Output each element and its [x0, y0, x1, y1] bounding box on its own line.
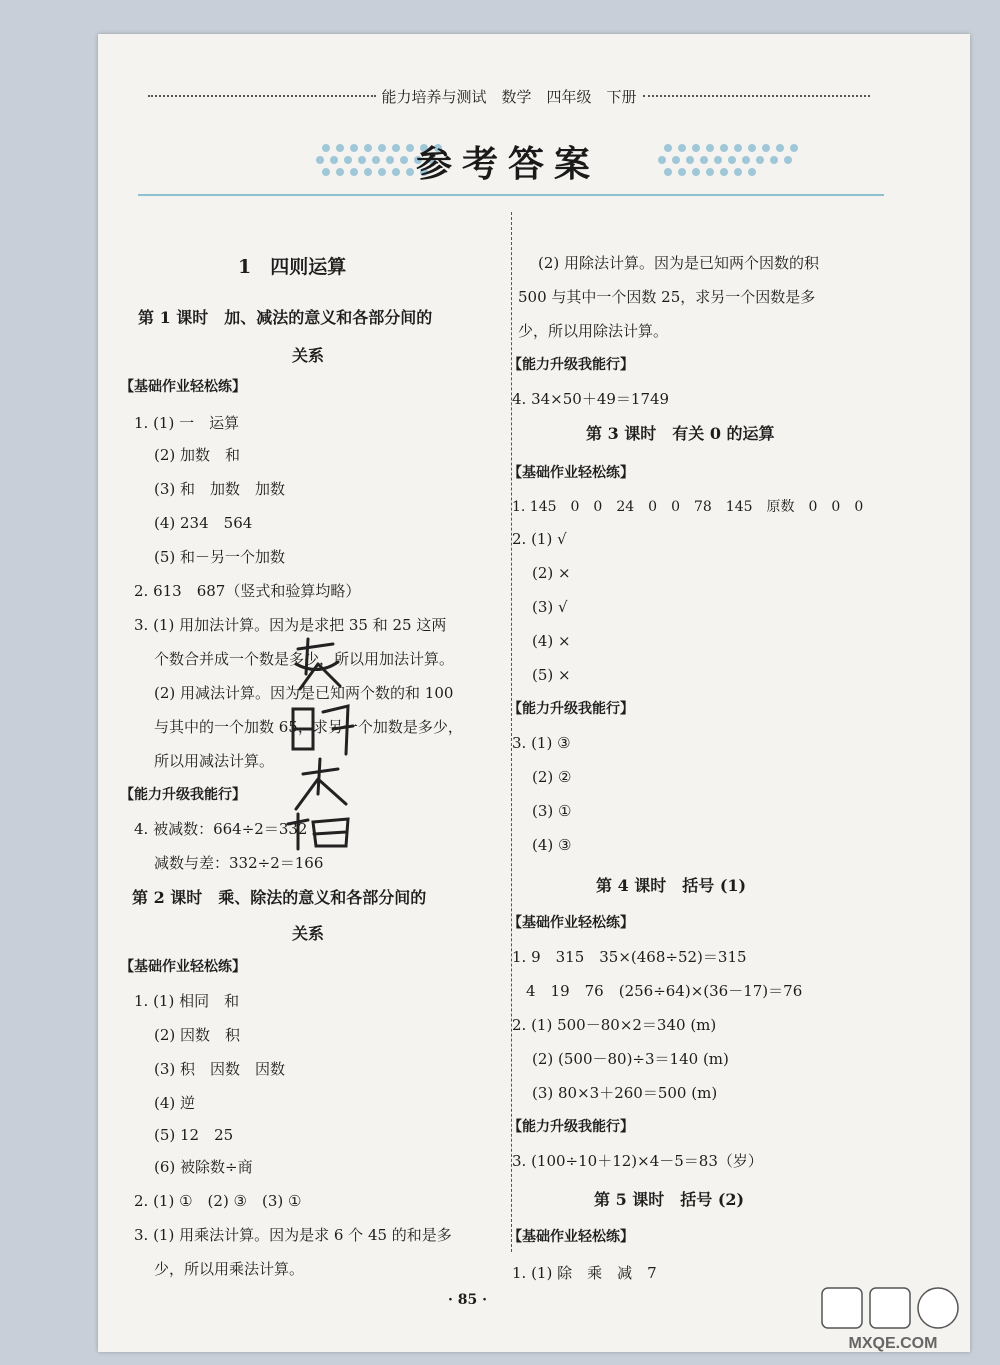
answer-line: (4) × [532, 632, 571, 650]
answer-line: (3) ① [532, 802, 572, 820]
lesson-4-title: 第 4 课时 括号 (1) [596, 876, 747, 895]
title-banner [138, 126, 878, 196]
answer-line: 减数与差：332÷2＝166 [154, 854, 324, 872]
header-dots-right [643, 95, 871, 97]
answer-line: 3. (1) 用加法计算。因为是求把 35 和 25 这两 [134, 616, 447, 634]
header-text: 能力培养与测试 数学 四年级 下册 [381, 87, 637, 106]
answer-line: (5) 和－另一个加数 [154, 548, 286, 566]
answer-line: 2. (1) 500－80×2＝340 (m) [512, 1016, 717, 1034]
answer-line: (2) 用除法计算。因为是已知两个因数的积 [538, 254, 820, 272]
answer-line: 所以用减法计算。 [154, 752, 275, 770]
section-basic: 【基础作业轻松练】 [120, 379, 246, 395]
answer-line: 2. (1) ① (2) ③ (3) ① [134, 1192, 302, 1210]
section-basic: 【基础作业轻松练】 [120, 959, 246, 975]
answer-line: (4) 逆 [154, 1094, 196, 1112]
answer-line: 少，所以用乘法计算。 [154, 1260, 305, 1278]
answer-line: 个数合并成一个数是多少，所以用加法计算。 [154, 650, 455, 668]
answer-line: (3) 积 因数 因数 [154, 1060, 286, 1078]
answer-line: (3) 80×3＋260＝500 (m) [532, 1084, 718, 1102]
answer-line: 少，所以用除法计算。 [518, 322, 669, 340]
section-upgrade: 【能力升级我能行】 [508, 1119, 634, 1135]
answer-line: 与其中的一个加数 65，求另一个加数是多少， [154, 718, 463, 736]
lesson-1-title-cont: 关系 [292, 346, 325, 365]
header-dots-left [148, 95, 376, 97]
lesson-2-title: 第 2 课时 乘、除法的意义和各部分间的 [132, 888, 427, 907]
section-upgrade: 【能力升级我能行】 [120, 787, 246, 803]
lesson-2-title-cont: 关系 [292, 924, 325, 943]
lesson-5-title: 第 5 课时 括号 (2) [594, 1190, 745, 1209]
answer-line: 4 19 76 (256÷64)×(36－17)＝76 [526, 982, 803, 1000]
answer-line: (4) ③ [532, 836, 572, 854]
answer-line: 1. (1) 一 运算 [134, 414, 240, 432]
answer-line: 3. (1) 用乘法计算。因为是求 6 个 45 的和是多 [134, 1226, 452, 1244]
title-underline [138, 194, 884, 196]
lesson-3-title: 第 3 课时 有关 0 的运算 [586, 424, 775, 443]
answer-line: 1. 145 0 0 24 0 0 78 145 原数 0 0 0 [512, 499, 864, 515]
answer-line: (4) 234 564 [154, 514, 253, 532]
answer-line: 2. (1) √ [512, 530, 567, 548]
answer-line: 3. (100÷10＋12)×4－5＝83（岁） [512, 1152, 763, 1170]
answer-line: 1. (1) 除 乘 减 7 [512, 1264, 657, 1282]
page-number: · 85 · [448, 1292, 487, 1308]
chapter-title: 1 四则运算 [238, 256, 347, 278]
answer-line: 500 与其中一个因数 25，求另一个因数是多 [518, 288, 816, 306]
svg-text:MXQE.COM: MXQE.COM [848, 1335, 938, 1352]
answer-line: (5) × [532, 666, 571, 684]
answer-line: (2) (500－80)÷3＝140 (m) [532, 1050, 729, 1068]
section-basic: 【基础作业轻松练】 [508, 465, 634, 481]
running-header [142, 84, 876, 108]
answer-line: (2) 加数 和 [154, 446, 241, 464]
handwriting-scribble [278, 634, 368, 854]
answer-line: (2) × [532, 564, 571, 582]
lesson-1-title: 第 1 课时 加、减法的意义和各部分间的 [138, 308, 433, 327]
answer-line: (2) 因数 积 [154, 1026, 241, 1044]
answer-line: (2) 用减法计算。因为是已知两个数的和 100 [154, 684, 454, 702]
answer-line: (3) 和 加数 加数 [154, 480, 286, 498]
answer-line: 1. 9 315 35×(468÷52)＝315 [512, 948, 747, 966]
answer-line: (2) ② [532, 768, 572, 786]
page-title: 参考答案 [415, 143, 600, 185]
section-upgrade: 【能力升级我能行】 [508, 701, 634, 717]
section-upgrade: 【能力升级我能行】 [508, 357, 634, 373]
answer-line: (3) √ [532, 598, 568, 616]
watermark-logo [818, 1284, 968, 1354]
section-basic: 【基础作业轻松练】 [508, 915, 634, 931]
decor-dot-grid-right [658, 140, 808, 180]
answer-page [98, 34, 970, 1352]
answer-line: 3. (1) ③ [512, 734, 571, 752]
answer-line: (5) 12 25 [154, 1126, 234, 1144]
answer-line: 2. 613 687（竖式和验算均略） [134, 582, 361, 600]
answer-line: 4. 34×50＋49＝1749 [512, 390, 670, 408]
answer-line: 4. 被减数：664÷2＝332 [134, 820, 308, 838]
section-basic: 【基础作业轻松练】 [508, 1229, 634, 1245]
answer-line: 1. (1) 相同 和 [134, 992, 240, 1010]
answer-line: (6) 被除数÷商 [154, 1158, 253, 1176]
